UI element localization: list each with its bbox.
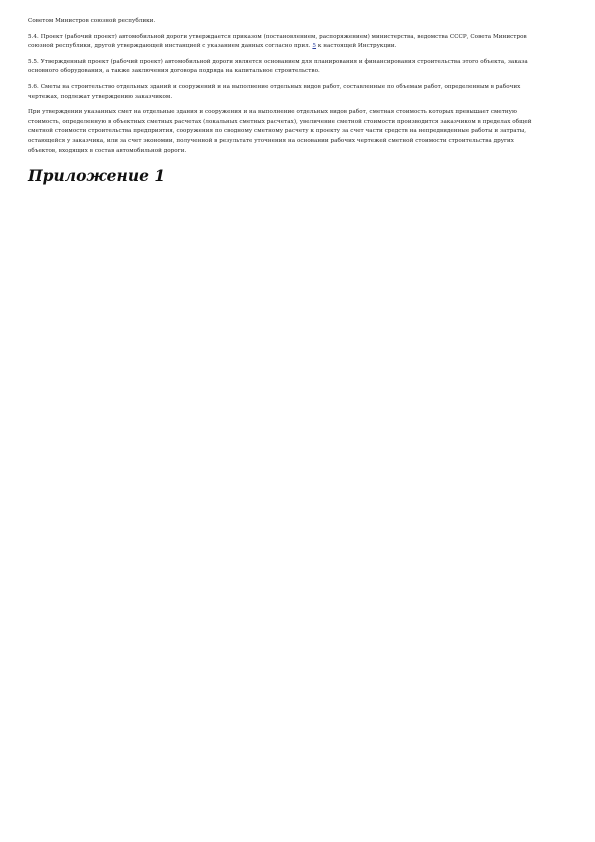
appendix-heading: Приложение 1 xyxy=(28,166,166,186)
paragraph-5-4-text: 5.4. Проект (рабочий проект) автомобильной дороги утверждается приказом (постановлением, распоряжением) министерства, ведомства СССР, Совета Министров союзной республики, другой утверждающей инстанцией с указанием данных согласно прил. xyxy=(28,33,527,50)
paragraph-5-4 xyxy=(28,33,543,52)
paragraph-5-4-tail: к настоящей Инструкции. xyxy=(316,43,397,50)
paragraph-council-ministers: Советом Министров союзной республики. xyxy=(28,18,156,24)
appendix-5-link[interactable]: 5 xyxy=(312,43,317,50)
paragraph-5-5: 5.5. Утвержденный проект (рабочий проект) автомобильной дороги является основанием для планирования и финансирования строительства этого объекта, заказа основного оборудования, а также заключения договора подряда на капитальное строительство. xyxy=(28,58,528,75)
paragraph-estimate-approval: При утверждении указанных смет на отдельные здания и сооружения и на выполнение отдельных видов работ, сметная стоимость которых превышает сметную стоимость, определенную в объектных сметных расчетах (локальных сметных расчетах), увеличение сметной стоимости производится заказчиком в пределах общей сметной стоимости строительства предприятия, сооружения по сводному сметному расчету к проекту за счет части средств на непредвиденные работы и затраты, остающейся у заказчика, или за счет экономии, полученной в результате уточнения на основании рабочих чертежей сметной стоимости строительства других объектов, входящих в состав автомобильной дороги. xyxy=(28,109,532,154)
paragraph-5-6: 5.6. Сметы на строительство отдельных зданий и сооружений и на выполнение отдельных видов работ, составленные по объемам работ, определенным в рабочих чертежах, подлежат утверждению заказчиком. xyxy=(28,83,521,100)
